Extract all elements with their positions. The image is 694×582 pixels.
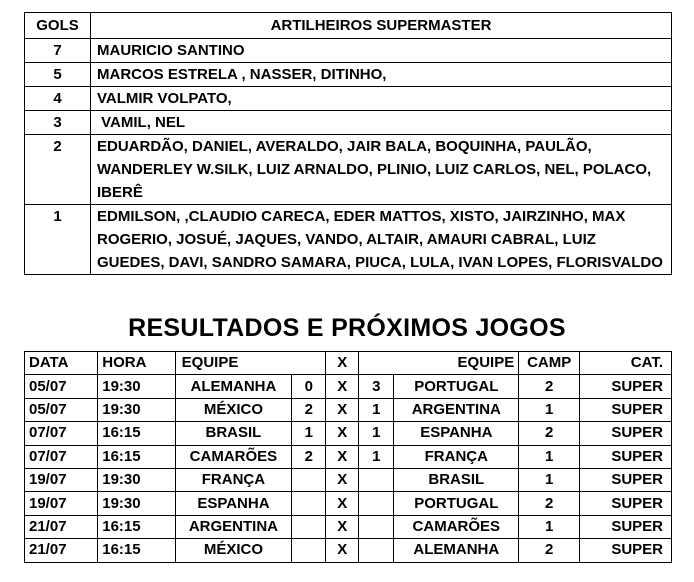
home-score bbox=[292, 492, 326, 515]
match-camp: 2 bbox=[519, 422, 580, 445]
match-camp: 2 bbox=[519, 375, 580, 398]
match-camp: 1 bbox=[519, 468, 580, 491]
match-date: 05/07 bbox=[25, 398, 98, 421]
results-table bbox=[24, 351, 672, 563]
match-time: 16:15 bbox=[98, 515, 175, 538]
away-score: 1 bbox=[359, 445, 394, 468]
match-row bbox=[25, 539, 672, 562]
away-score bbox=[359, 468, 394, 491]
versus-mark: X bbox=[326, 515, 359, 538]
match-date: 19/07 bbox=[25, 468, 98, 491]
home-score: 1 bbox=[292, 422, 326, 445]
results-title: RESULTADOS E PRÓXIMOS JOGOS bbox=[128, 314, 566, 342]
match-row bbox=[25, 492, 672, 515]
home-score bbox=[292, 539, 326, 562]
match-time: 16:15 bbox=[98, 445, 175, 468]
away-score: 1 bbox=[359, 422, 394, 445]
home-score bbox=[292, 468, 326, 491]
match-date: 05/07 bbox=[25, 375, 98, 398]
match-row bbox=[25, 398, 672, 421]
match-category: SUPER bbox=[580, 375, 672, 398]
home-team: MÉXICO bbox=[175, 539, 292, 562]
versus-mark: X bbox=[326, 539, 359, 562]
match-time: 19:30 bbox=[98, 492, 175, 515]
data-header: DATA bbox=[25, 352, 98, 375]
home-team: ESPANHA bbox=[175, 492, 292, 515]
gols-count: 1 bbox=[25, 205, 91, 275]
match-camp: 1 bbox=[519, 398, 580, 421]
match-category: SUPER bbox=[580, 468, 672, 491]
match-camp: 1 bbox=[519, 515, 580, 538]
scorer-row bbox=[25, 205, 672, 275]
equipe-home-header: EQUIPE bbox=[175, 352, 326, 375]
home-team: ALEMANHA bbox=[175, 375, 292, 398]
scorer-row bbox=[25, 39, 672, 63]
match-camp: 2 bbox=[519, 539, 580, 562]
scorer-names: EDMILSON, ,CLAUDIO CARECA, EDER MATTOS, XISTO, JAIRZINHO, MAX ROGERIO, JOSUÉ, JAQUES, VANDO, ALTAIR, AMAURI CABRAL, LUIZ GUEDES, DAVI, SANDRO SAMARA, PIUCA, LULA, IVAN LOPES, FLORISVALDO bbox=[91, 205, 672, 275]
versus-mark: X bbox=[326, 398, 359, 421]
home-team: ARGENTINA bbox=[175, 515, 292, 538]
scorer-row bbox=[25, 87, 672, 111]
home-score: 2 bbox=[292, 398, 326, 421]
match-category: SUPER bbox=[580, 398, 672, 421]
scorer-row bbox=[25, 63, 672, 87]
scorers-title-header: ARTILHEIROS SUPERMASTER bbox=[91, 13, 672, 39]
away-team: PORTUGAL bbox=[394, 375, 519, 398]
away-team: FRANÇA bbox=[394, 445, 519, 468]
gols-count: 2 bbox=[25, 135, 91, 205]
match-time: 16:15 bbox=[98, 539, 175, 562]
match-camp: 2 bbox=[519, 492, 580, 515]
match-date: 07/07 bbox=[25, 445, 98, 468]
home-team: BRASIL bbox=[175, 422, 292, 445]
away-team: BRASIL bbox=[394, 468, 519, 491]
versus-header: X bbox=[326, 352, 359, 375]
home-score bbox=[292, 515, 326, 538]
match-time: 19:30 bbox=[98, 375, 175, 398]
scorer-names: EDUARDÃO, DANIEL, AVERALDO, JAIR BALA, BOQUINHA, PAULÃO, WANDERLEY W.SILK, LUIZ ARNALDO, PLINIO, LUIZ CARLOS, NEL, POLACO, IBERÊ bbox=[91, 135, 672, 205]
versus-mark: X bbox=[326, 445, 359, 468]
scorer-names: VAMIL, NEL bbox=[91, 111, 672, 135]
cat-header: CAT. bbox=[580, 352, 672, 375]
away-score bbox=[359, 492, 394, 515]
home-team: CAMARÕES bbox=[175, 445, 292, 468]
home-score: 0 bbox=[292, 375, 326, 398]
match-category: SUPER bbox=[580, 422, 672, 445]
away-team: CAMARÕES bbox=[394, 515, 519, 538]
versus-mark: X bbox=[326, 468, 359, 491]
versus-mark: X bbox=[326, 492, 359, 515]
match-category: SUPER bbox=[580, 445, 672, 468]
match-time: 19:30 bbox=[98, 468, 175, 491]
match-row bbox=[25, 468, 672, 491]
scorer-names: MAURICIO SANTINO bbox=[91, 39, 672, 63]
away-score bbox=[359, 539, 394, 562]
match-time: 16:15 bbox=[98, 422, 175, 445]
home-team: FRANÇA bbox=[175, 468, 292, 491]
home-team: MÉXICO bbox=[175, 398, 292, 421]
gols-count: 4 bbox=[25, 87, 91, 111]
match-category: SUPER bbox=[580, 539, 672, 562]
scorer-row bbox=[25, 135, 672, 205]
away-score bbox=[359, 515, 394, 538]
camp-header: CAMP bbox=[519, 352, 580, 375]
scorer-names: MARCOS ESTRELA , NASSER, DITINHO, bbox=[91, 63, 672, 87]
match-date: 19/07 bbox=[25, 492, 98, 515]
away-score: 3 bbox=[359, 375, 394, 398]
scorers-header-row bbox=[25, 13, 672, 39]
match-date: 07/07 bbox=[25, 422, 98, 445]
match-row bbox=[25, 422, 672, 445]
gols-count: 3 bbox=[25, 111, 91, 135]
scorer-names: VALMIR VOLPATO, bbox=[91, 87, 672, 111]
match-category: SUPER bbox=[580, 515, 672, 538]
away-team: ESPANHA bbox=[394, 422, 519, 445]
match-time: 19:30 bbox=[98, 398, 175, 421]
away-score: 1 bbox=[359, 398, 394, 421]
home-score: 2 bbox=[292, 445, 326, 468]
versus-mark: X bbox=[326, 375, 359, 398]
match-row bbox=[25, 445, 672, 468]
match-category: SUPER bbox=[580, 492, 672, 515]
results-header-row bbox=[25, 352, 672, 375]
gols-count: 5 bbox=[25, 63, 91, 87]
scorers-table bbox=[24, 12, 672, 275]
gols-count: 7 bbox=[25, 39, 91, 63]
away-team: PORTUGAL bbox=[394, 492, 519, 515]
match-camp: 1 bbox=[519, 445, 580, 468]
versus-mark: X bbox=[326, 422, 359, 445]
match-date: 21/07 bbox=[25, 515, 98, 538]
equipe-away-header: EQUIPE bbox=[359, 352, 519, 375]
match-row bbox=[25, 515, 672, 538]
away-team: ALEMANHA bbox=[394, 539, 519, 562]
scorer-row bbox=[25, 111, 672, 135]
gols-header: GOLS bbox=[25, 13, 91, 39]
hora-header: HORA bbox=[98, 352, 175, 375]
away-team: ARGENTINA bbox=[394, 398, 519, 421]
match-row bbox=[25, 375, 672, 398]
match-date: 21/07 bbox=[25, 539, 98, 562]
